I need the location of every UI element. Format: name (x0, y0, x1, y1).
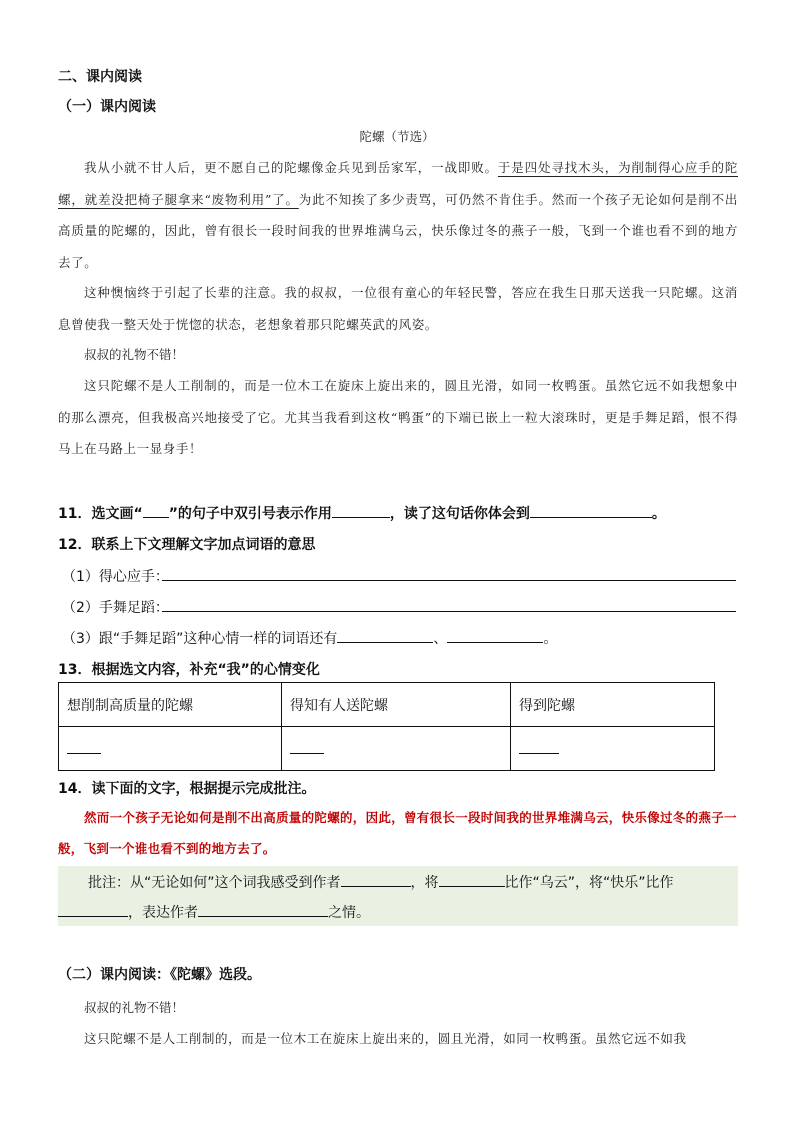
note-text-a: 批注：从“无论如何”这个词我感受到作者 (88, 875, 341, 891)
note-text-e: 之情。 (328, 905, 370, 921)
answer-blank-3[interactable] (519, 739, 559, 754)
table-header-cell-1: 想削制高质量的陀螺 (59, 683, 282, 727)
passage-paragraph-4: 这只陀螺不是人工削制的，而是一位木工在旋床上旋出来的，圆且光滑，如同一枚鸭蛋。虽然它远不如我想象中的那么漂亮，但我极高兴地接受了它。尤其当我看到这枚“鸭蛋”的下端已嵌上一粒大滚珠时，更是手舞足蹈，恨不得马上在马路上一显身手！ (58, 378, 738, 456)
question-14-title: 14．读下面的文字，根据提示完成批注。 (58, 781, 316, 797)
table-answer-cell-3[interactable] (511, 727, 715, 771)
note-blank-2[interactable] (439, 872, 505, 887)
table-row (59, 727, 715, 771)
q11-text-a: 11．选文画“ (58, 506, 143, 522)
part2-title: （二）课内阅读：《陀螺》选段。 (58, 967, 261, 983)
annotation-text (58, 866, 738, 928)
passage-paragraph-1 (58, 152, 738, 278)
q12-item-2-answer-line[interactable] (162, 610, 736, 612)
question-13-title: 13．根据选文内容，补充“我”的心情变化 (58, 662, 320, 678)
note-blank-3[interactable] (58, 902, 128, 917)
q12-item-3 (62, 628, 557, 648)
question-12-title: 12．联系上下文理解文字加点词语的意思 (58, 537, 316, 553)
table-answer-cell-2[interactable] (282, 727, 511, 771)
annotation-box (58, 866, 738, 926)
question-11 (58, 503, 666, 523)
q11-text-b: ”的句子中双引号表示作用 (168, 506, 332, 522)
q12-item-1-answer-line[interactable] (162, 579, 736, 581)
q14-quoted-passage: 然而一个孩子无论如何是削不出高质量的陀螺的，因此，曾有很长一段时间我的世界堆满乌云，快乐像过冬的燕子一般，飞到一个谁也看不到的地方去了。 (58, 810, 737, 856)
q12-item-3-separator: 、 (433, 631, 448, 647)
answer-blank-1[interactable] (67, 739, 101, 754)
part1-title: （一）课内阅读 (58, 99, 156, 115)
table-header-cell-2: 得知有人送陀螺 (282, 683, 511, 727)
p1-rest: 为此不知挨了多少责骂，可仍然不肯住手。然而一个孩子无论如何是削不出高质量的陀螺的，因此，曾有很长一段时间我的世界堆满乌云，快乐像过冬的燕子一般，飞到一个谁也看不到的地方去了。 (58, 191, 738, 270)
note-text-c: 比作“乌云”，将“快乐”比作 (504, 875, 674, 891)
q11-blank-feeling[interactable] (530, 503, 652, 518)
passage-paragraph-3: 叔叔的礼物不错！ (84, 347, 185, 362)
q12-item-2-label: （2）手舞足蹈： (62, 600, 169, 616)
table-answer-cell-1[interactable] (59, 727, 282, 771)
section-title: 二、课内阅读 (58, 69, 142, 85)
note-text-b: ，将 (410, 875, 439, 891)
mood-change-table (58, 682, 715, 771)
note-blank-4[interactable] (198, 902, 328, 917)
note-blank-1[interactable] (341, 872, 411, 887)
part2-paragraph-1: 叔叔的礼物不错！ (84, 1000, 185, 1015)
q12-item-3-blank-2[interactable] (447, 628, 543, 643)
q12-item-3-end: 。 (543, 631, 558, 647)
q12-item-3-blank-1[interactable] (337, 628, 433, 643)
q12-item-1-label: （1）得心应手： (62, 569, 169, 585)
part2-paragraph-2: 这只陀螺不是人工削制的，而是一位木工在旋床上旋出来的，圆且光滑，如同一枚鸭蛋。虽然它远不如我 (84, 1031, 687, 1046)
p1-lead: 我从小就不甘人后，更不愿自己的陀螺像金兵见到岳家军，一战即败。 (84, 160, 498, 175)
p1-underlined-sentence: 于是四处寻找木头，为削制得心应手的陀螺，就差没把椅子腿拿来“废物利用”了。 (58, 160, 738, 207)
q12-item-3-text: （3）跟“手舞足蹈”这种心情一样的词语还有 (62, 631, 338, 647)
note-text-d: ，表达作者 (128, 905, 198, 921)
table-row (59, 683, 715, 727)
q11-text-c: ，读了这句话你体会到 (389, 506, 530, 522)
q11-text-d: 。 (651, 506, 666, 522)
passage-paragraph-2: 这种懊恼终于引起了长辈的注意。我的叔叔，一位很有童心的年轻民警，答应在我生日那天送我一只陀螺。这消息曾使我一整天处于恍惚的状态，老想象着那只陀螺英武的风姿。 (58, 285, 738, 332)
answer-blank-2[interactable] (290, 739, 324, 754)
q11-blank-purpose[interactable] (332, 503, 390, 518)
passage-title: 陀螺（节选） (359, 129, 435, 144)
table-header-cell-3: 得到陀螺 (511, 683, 715, 727)
q11-blank-underline-mark[interactable] (143, 503, 169, 518)
